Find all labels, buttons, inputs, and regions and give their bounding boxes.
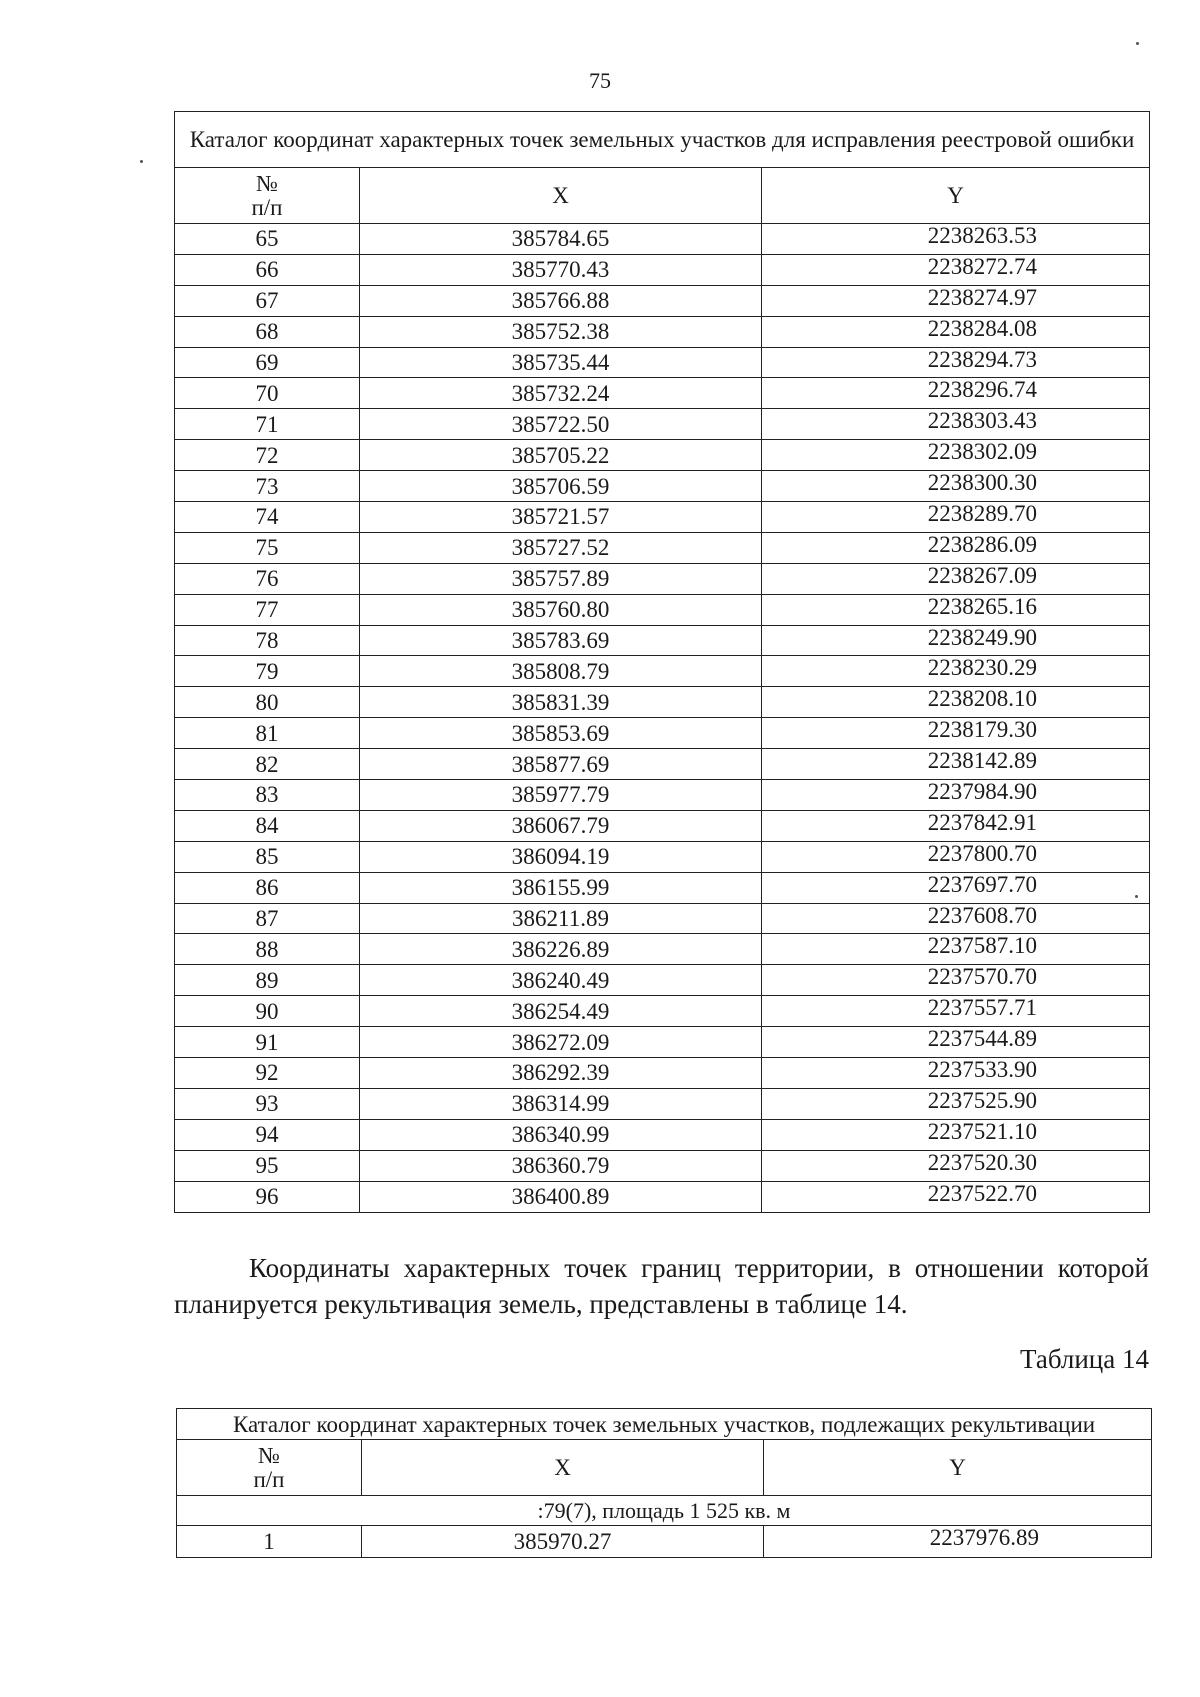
x-coordinate: 385706.59	[360, 471, 762, 502]
x-coordinate: 386240.49	[360, 965, 762, 996]
point-number: 75	[175, 532, 360, 563]
table-row	[175, 965, 1150, 996]
y-coordinate: 2238230.29	[762, 656, 1150, 687]
table-row	[175, 1058, 1150, 1089]
point-number: 72	[175, 440, 360, 471]
y-coordinate: 2237570.70	[762, 965, 1150, 996]
body-paragraph: Координаты характерных точек границ территории, в отношении которой планируется рекультивация земель, представлены в таблице 14.	[174, 1253, 1149, 1319]
table-row	[175, 656, 1150, 687]
x-coordinate: 385752.38	[360, 316, 762, 347]
y-coordinate: 2238179.30	[762, 718, 1150, 749]
y-coordinate: 2238296.74	[762, 378, 1150, 409]
table-body	[177, 1496, 1152, 1558]
y-coordinate: 2238302.09	[762, 440, 1150, 471]
x-coordinate: 385831.39	[360, 687, 762, 718]
column-header-y: Y	[764, 1440, 1152, 1496]
x-coordinate: 385977.79	[360, 780, 762, 811]
table-row	[175, 749, 1150, 780]
table-row	[175, 532, 1150, 563]
x-coordinate: 385722.50	[360, 409, 762, 440]
table-title: Каталог координат характерных точек земельных участков для исправления реестровой ошибки	[175, 112, 1150, 168]
x-coordinate: 386292.39	[360, 1058, 762, 1089]
table-row	[175, 409, 1150, 440]
x-coordinate: 386094.19	[360, 841, 762, 872]
table-row	[175, 563, 1150, 594]
y-coordinate: 2237800.70	[762, 841, 1150, 872]
y-coordinate: 2238289.70	[762, 502, 1150, 533]
scan-speck	[1135, 895, 1138, 898]
x-coordinate: 386340.99	[360, 1119, 762, 1150]
table-row	[175, 872, 1150, 903]
point-number: 65	[175, 224, 360, 255]
table-row	[177, 1526, 1152, 1558]
table-row	[175, 1119, 1150, 1150]
x-coordinate: 385784.65	[360, 224, 762, 255]
point-number: 96	[175, 1181, 360, 1212]
y-coordinate: 2238272.74	[762, 254, 1150, 285]
y-coordinate: 2238303.43	[762, 409, 1150, 440]
point-number: 71	[175, 409, 360, 440]
point-number: 80	[175, 687, 360, 718]
y-coordinate: 2238142.89	[762, 749, 1150, 780]
table-row	[175, 502, 1150, 533]
y-coordinate: 2238286.09	[762, 532, 1150, 563]
y-coordinate: 2237697.70	[762, 872, 1150, 903]
coordinates-table-registry-error	[174, 111, 1150, 1213]
point-number: 93	[175, 1088, 360, 1119]
x-coordinate: 386360.79	[360, 1150, 762, 1181]
table-row	[175, 224, 1150, 255]
table-row	[175, 378, 1150, 409]
point-number: 91	[175, 1027, 360, 1058]
y-coordinate: 2237520.30	[762, 1150, 1150, 1181]
y-coordinate: 2238274.97	[762, 285, 1150, 316]
y-coordinate: 2237533.90	[762, 1058, 1150, 1089]
table-row	[175, 594, 1150, 625]
y-coordinate: 2237587.10	[762, 934, 1150, 965]
y-coordinate: 2237842.91	[762, 810, 1150, 841]
table-row	[175, 903, 1150, 934]
point-number: 77	[175, 594, 360, 625]
table-row	[175, 1181, 1150, 1212]
point-number: 84	[175, 810, 360, 841]
point-number: 85	[175, 841, 360, 872]
table-body	[175, 224, 1150, 1213]
y-coordinate: 2238249.90	[762, 625, 1150, 656]
x-coordinate: 386226.89	[360, 934, 762, 965]
table-row	[175, 254, 1150, 285]
point-number: 67	[175, 285, 360, 316]
point-number: 92	[175, 1058, 360, 1089]
y-coordinate: 2237557.71	[762, 996, 1150, 1027]
x-coordinate: 386314.99	[360, 1088, 762, 1119]
point-number: 74	[175, 502, 360, 533]
table-title: Каталог координат характерных точек земельных участков, подлежащих рекультивации	[177, 1409, 1152, 1440]
y-coordinate: 2237521.10	[762, 1119, 1150, 1150]
y-coordinate: 2237984.90	[762, 780, 1150, 811]
point-number: 73	[175, 471, 360, 502]
table-row	[175, 780, 1150, 811]
x-coordinate: 385757.89	[360, 563, 762, 594]
y-coordinate: 2238208.10	[762, 687, 1150, 718]
x-coordinate: 385808.79	[360, 656, 762, 687]
table-row	[175, 285, 1150, 316]
x-coordinate: 385783.69	[360, 625, 762, 656]
point-number: 81	[175, 718, 360, 749]
point-number: 78	[175, 625, 360, 656]
y-coordinate: 2237976.89	[764, 1526, 1152, 1558]
x-coordinate: 386400.89	[360, 1181, 762, 1212]
x-coordinate: 386211.89	[360, 903, 762, 934]
table-caption: Таблица 14	[1020, 1344, 1149, 1374]
table-row	[175, 996, 1150, 1027]
table-row	[175, 440, 1150, 471]
point-number: 70	[175, 378, 360, 409]
x-coordinate: 386254.49	[360, 996, 762, 1027]
x-coordinate: 386155.99	[360, 872, 762, 903]
y-coordinate: 2237608.70	[762, 903, 1150, 934]
point-number: 88	[175, 934, 360, 965]
point-number: 87	[175, 903, 360, 934]
x-coordinate: 385735.44	[360, 347, 762, 378]
point-number: 94	[175, 1119, 360, 1150]
table-row	[175, 687, 1150, 718]
column-header-y: Y	[762, 168, 1150, 224]
y-coordinate: 2237544.89	[762, 1027, 1150, 1058]
x-coordinate: 385853.69	[360, 718, 762, 749]
x-coordinate: 385705.22	[360, 440, 762, 471]
y-coordinate: 2237525.90	[762, 1088, 1150, 1119]
scan-speck	[1136, 42, 1139, 45]
x-coordinate: 385732.24	[360, 378, 762, 409]
x-coordinate: 385970.27	[362, 1526, 764, 1558]
point-number: 82	[175, 749, 360, 780]
point-number: 95	[175, 1150, 360, 1181]
x-coordinate: 385877.69	[360, 749, 762, 780]
y-coordinate: 2238267.09	[762, 563, 1150, 594]
table-row	[175, 471, 1150, 502]
column-header-x: X	[360, 168, 762, 224]
point-number: 1	[177, 1526, 362, 1558]
table-row	[175, 625, 1150, 656]
scan-speck	[140, 160, 143, 163]
point-number: 89	[175, 965, 360, 996]
table-row	[175, 841, 1150, 872]
point-number: 76	[175, 563, 360, 594]
point-number: 66	[175, 254, 360, 285]
table-row	[175, 347, 1150, 378]
x-coordinate: 385727.52	[360, 532, 762, 563]
column-header-x: X	[362, 1440, 764, 1496]
y-coordinate: 2238265.16	[762, 594, 1150, 625]
table-row	[175, 718, 1150, 749]
column-header-number: № п/п	[175, 168, 360, 224]
coordinates-table-reclamation	[176, 1408, 1152, 1558]
point-number: 83	[175, 780, 360, 811]
table-row	[175, 934, 1150, 965]
y-coordinate: 2237522.70	[762, 1181, 1150, 1212]
page-number: 75	[589, 68, 611, 93]
point-number: 86	[175, 872, 360, 903]
parcel-section-label: :79(7), площадь 1 525 кв. м	[177, 1496, 1152, 1526]
x-coordinate: 385770.43	[360, 254, 762, 285]
x-coordinate: 386067.79	[360, 810, 762, 841]
point-number: 90	[175, 996, 360, 1027]
table-row	[175, 1150, 1150, 1181]
point-number: 69	[175, 347, 360, 378]
point-number: 68	[175, 316, 360, 347]
x-coordinate: 385766.88	[360, 285, 762, 316]
table-row	[175, 1088, 1150, 1119]
y-coordinate: 2238294.73	[762, 347, 1150, 378]
table-row	[175, 316, 1150, 347]
table-row	[175, 810, 1150, 841]
column-header-number: № п/п	[177, 1440, 362, 1496]
y-coordinate: 2238300.30	[762, 471, 1150, 502]
table-row	[175, 1027, 1150, 1058]
y-coordinate: 2238284.08	[762, 316, 1150, 347]
x-coordinate: 385760.80	[360, 594, 762, 625]
x-coordinate: 385721.57	[360, 502, 762, 533]
y-coordinate: 2238263.53	[762, 224, 1150, 255]
x-coordinate: 386272.09	[360, 1027, 762, 1058]
point-number: 79	[175, 656, 360, 687]
